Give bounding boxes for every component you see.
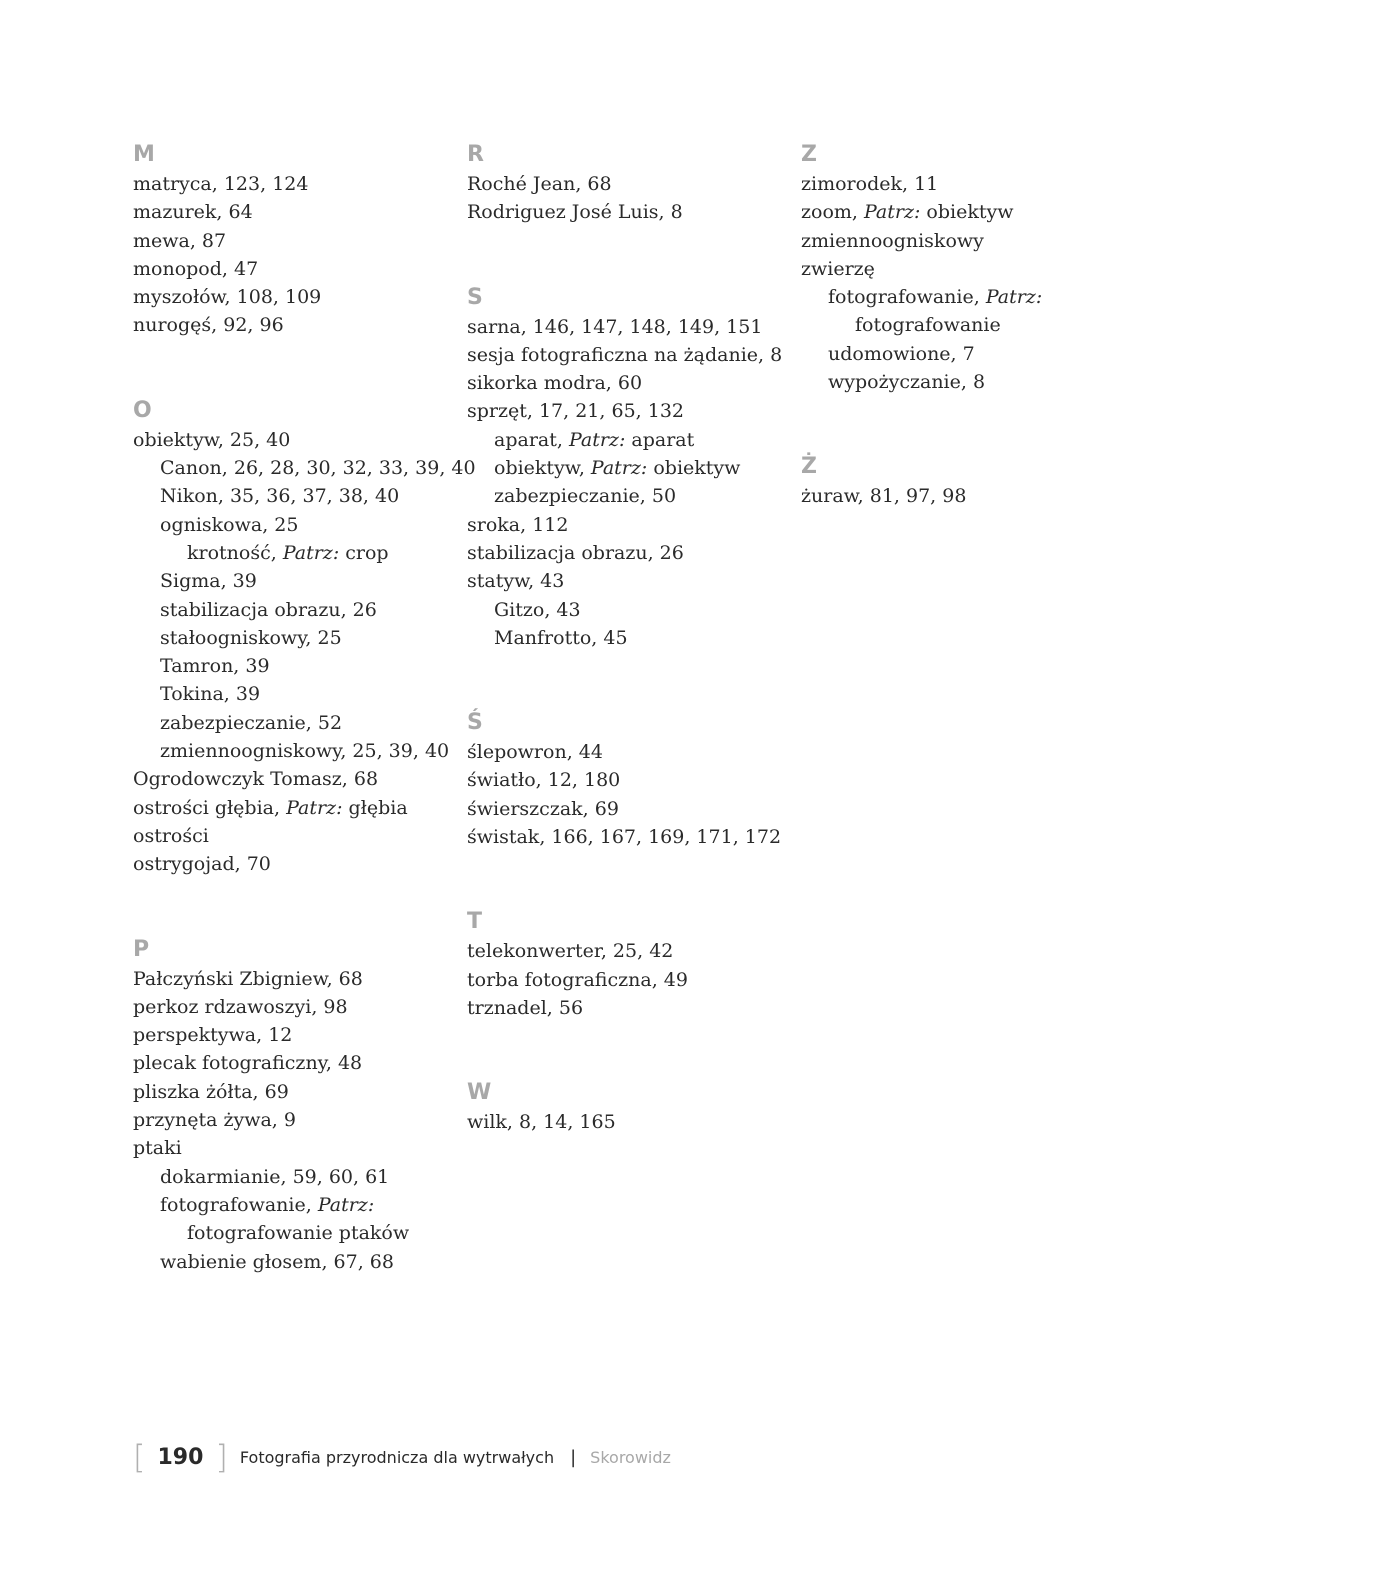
index-entry [801,368,1131,396]
page-footer [133,1440,671,1474]
entry-text: zoom, [801,201,864,224]
entry-text: ptaki [133,1137,182,1160]
entry-text: aparat, [494,428,569,451]
index-entry [467,624,797,652]
index-entry [133,822,463,850]
index-entry [133,1163,463,1191]
index-entry [133,993,463,1021]
entry-text: nurogęś, 92, 96 [133,314,284,337]
section-letter: O [133,397,152,423]
entry-text: wabienie głosem, 67, 68 [160,1250,394,1273]
index-entry [133,1106,463,1134]
index-section [467,907,797,1022]
index-entry [133,198,463,226]
index-entry [467,369,797,397]
index-entry [467,341,797,369]
index-section [801,452,1131,510]
footer-bracket-close: ] [215,1438,228,1476]
index-entry [801,170,1131,198]
entry-text: matryca, 123, 124 [133,173,309,195]
entry-text: telekonwerter, 25, 42 [467,940,674,963]
index-entry [467,482,797,510]
index-entry [467,937,797,965]
index-entry [467,454,797,482]
index-entry [133,850,463,878]
index-entry [801,311,1131,339]
index-section [467,1078,797,1136]
footer-separator: | [570,1446,577,1468]
see-also-label: Patrz: [985,286,1043,309]
entry-text: perkoz rdzawoszyi, 98 [133,995,348,1018]
index-entry [467,738,797,766]
see-also-label: Patrz: [317,1193,375,1216]
section-letter: Ż [801,454,817,480]
index-section [467,708,797,851]
entry-text: torba fotograficzna, 49 [467,968,688,991]
footer-bracket-open: [ [133,1438,146,1476]
entry-text: Tamron, 39 [160,655,270,678]
section-letter: Z [801,142,817,167]
index-entry [133,1134,463,1162]
entry-text: żuraw, 81, 97, 98 [801,485,967,508]
entry-text: wypożyczanie, 8 [828,371,986,394]
entry-text: mewa, 87 [133,229,227,252]
entry-text: Nikon, 35, 36, 37, 38, 40 [160,485,400,508]
entry-text: Canon, 26, 28, 30, 32, 33, 39, 40 [160,457,476,480]
index-entry [133,1049,463,1077]
index-section [467,283,797,653]
index-entry [133,1021,463,1049]
entry-text: Manfrotto, 45 [494,626,628,649]
entry-text: sprzęt, 17, 21, 65, 132 [467,400,684,423]
entry-text: mazurek, 64 [133,201,253,224]
index-entry [133,1248,463,1276]
see-also-target: obiektyw [647,457,741,480]
index-entry [801,340,1131,368]
index-entry [801,227,1131,255]
index-entry [133,1191,463,1219]
see-also-label: Patrz: [286,796,343,819]
index-column-2 [467,140,797,1193]
entry-text: wilk, 8, 14, 165 [467,1111,616,1134]
index-entry [133,539,463,567]
book-title: Fotografia przyrodnicza dla wytrwałych [239,1447,555,1467]
section-letter: Ś [467,710,483,736]
see-also-label: Patrz: [863,201,921,224]
entry-text: Ogrodowczyk Tomasz, 68 [133,768,379,791]
index-entry [801,255,1131,283]
entry-text: obiektyw, [494,457,591,480]
index-entry [133,965,463,993]
index-entry [133,596,463,624]
index-entry [467,198,797,226]
index-entry [133,454,476,482]
index-entry [133,482,463,510]
index-entry [467,170,797,198]
index-entry [467,994,797,1022]
see-also-label: Patrz: [590,457,648,480]
page-number: 190 [157,1444,204,1470]
see-also-target: crop [339,541,389,564]
see-also-label: Patrz: [282,541,340,564]
see-also-target: obiektyw [920,201,1014,224]
index-entry [133,680,463,708]
entry-text: zmiennoogniskowy, 25, 39, 40 [160,740,450,763]
index-entry [467,766,797,794]
index-entry [133,794,463,822]
entry-text: zimorodek, 11 [801,173,939,195]
index-entry [133,311,463,339]
index-entry [801,283,1131,311]
section-letter: T [467,909,483,935]
entry-text: Sigma, 39 [160,570,257,593]
entry-text: ślepowron, 44 [467,741,603,764]
index-entry [467,313,797,341]
entry-text: plecak fotograficzny, 48 [133,1052,363,1075]
entry-text: pliszka żółta, 69 [133,1080,289,1103]
index-column-3 [801,140,1131,567]
see-also-target: głębia [342,796,408,819]
entry-text: perspektywa, 12 [133,1024,293,1047]
entry-text: ostrygojad, 70 [133,853,271,876]
entry-text: sesja fotograficzna na żądanie, 8 [467,343,783,366]
entry-text: ogniskowa, 25 [160,513,299,536]
index-entry [801,198,1131,226]
entry-text: sarna, 146, 147, 148, 149, 151 [467,315,763,338]
index-section [801,140,1131,396]
entry-text: zabezpieczanie, 50 [494,485,677,508]
index-entry [467,397,797,425]
entry-text: statyw, 43 [467,570,565,593]
entry-text: monopod, 47 [133,257,259,280]
index-entry [133,765,463,793]
index-entry [133,227,463,255]
entry-text: zmiennoogniskowy [801,229,984,252]
index-entry [133,709,463,737]
entry-text: trznadel, 56 [467,996,584,1019]
index-section [133,935,463,1276]
index-entry [133,511,463,539]
section-name: Skorowidz [590,1447,671,1467]
index-entry [467,539,797,567]
index-entry [467,966,797,994]
section-letter: W [467,1080,492,1106]
entry-text: obiektyw, 25, 40 [133,428,291,451]
index-entry [133,1219,463,1247]
entry-text: zwierzę [801,257,875,280]
index-entry [467,823,797,851]
entry-text: Rodriguez José Luis, 8 [467,201,683,224]
section-letter: P [133,936,150,962]
index-section [133,396,476,879]
entry-text: krotność, [187,541,283,564]
entry-text: myszołów, 108, 109 [133,286,322,309]
section-letter: R [467,142,484,167]
index-entry [133,567,463,595]
entry-text: Gitzo, 43 [494,598,581,621]
entry-text: światło, 12, 180 [467,769,621,792]
entry-text: dokarmianie, 59, 60, 61 [160,1165,390,1188]
index-entry [467,426,797,454]
section-letter: M [133,142,155,167]
index-entry [133,624,463,652]
index-entry [467,596,797,624]
entry-text: ostrości [133,824,209,847]
entry-text: sroka, 112 [467,513,569,536]
see-also-target: aparat [625,428,695,451]
see-also-label: Patrz: [568,428,626,451]
index-entry [133,255,463,283]
entry-text: Roché Jean, 68 [467,173,612,195]
entry-text: zabezpieczanie, 52 [160,711,343,734]
index-entry [801,482,1131,510]
entry-text: stałoogniskowy, 25 [160,626,342,649]
index-entry [467,1108,797,1136]
index-entry [467,511,797,539]
index-entry [467,567,797,595]
entry-text: stabilizacja obrazu, 26 [467,541,684,564]
entry-text: świstak, 166, 167, 169, 171, 172 [467,826,782,849]
index-column-1 [133,140,476,1332]
index-entry [133,737,463,765]
index-entry [133,170,463,198]
entry-text: ostrości głębia, [133,796,287,819]
section-letter: S [467,284,483,310]
index-entry [467,795,797,823]
index-entry [133,1078,463,1106]
entry-text: fotografowanie, [828,286,986,309]
index-section [467,140,797,227]
entry-text: Pałczyński Zbigniew, 68 [133,967,363,990]
entry-text: świerszczak, 69 [467,797,619,820]
entry-text: sikorka modra, 60 [467,372,643,395]
index-entry [133,283,463,311]
entry-text: fotografowanie ptaków [187,1222,410,1245]
index-entry [133,652,463,680]
entry-text: fotografowanie [855,314,1001,337]
index-entry [133,426,463,454]
entry-text: fotografowanie, [160,1193,318,1216]
entry-text: przynęta żywa, 9 [133,1109,296,1132]
entry-text: stabilizacja obrazu, 26 [160,598,377,621]
entry-text: Tokina, 39 [160,683,261,706]
entry-text: udomowione, 7 [828,342,975,365]
index-section [133,140,463,340]
